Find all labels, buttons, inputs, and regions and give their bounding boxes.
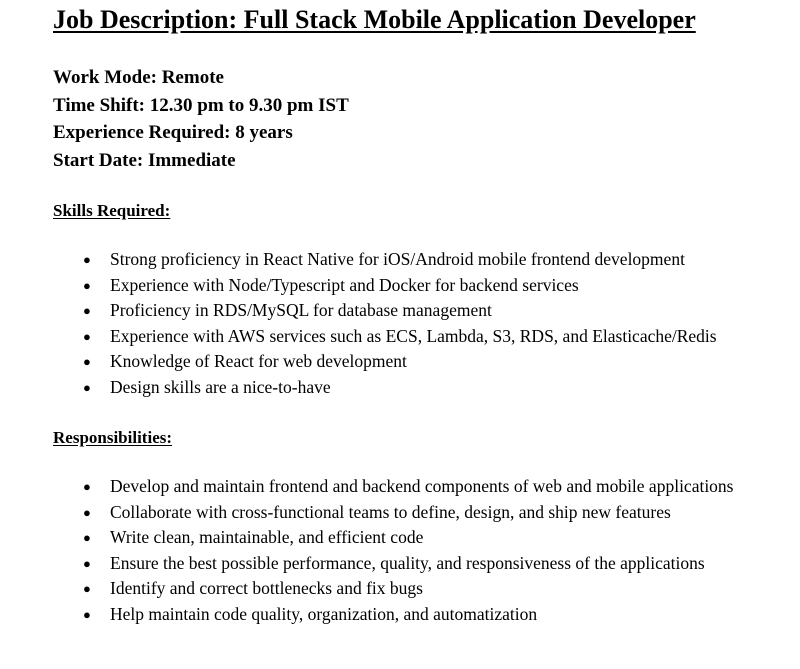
bullet-icon: ● [83,328,91,344]
bullet-icon: ● [83,581,91,597]
bullet-icon: ● [83,479,91,494]
bullet-icon: ● [83,606,91,622]
work-mode-line: Work Mode: Remote [53,67,224,88]
responsibility-item-text: Write clean, maintainable, and efficient code [110,527,424,548]
experience-line: Experience Required: 8 years [53,122,293,143]
start-date-line: Start Date: Immediate [53,149,236,171]
page-title: Job Description: Full Stack Mobile Application Developer [53,5,696,34]
responsibility-item-text: Identify and correct bottlenecks and fix bugs [110,578,423,599]
skill-item-text: Design skills are a nice-to-have [110,376,331,397]
responsibility-item-text: Develop and maintain frontend and backend components of web and mobile applications [110,476,734,496]
responsibility-item-text: Ensure the best possible performance, quality, and responsiveness of the applications [110,552,705,573]
skill-item-text: Experience with Node/Typescript and Docker for backend services [110,274,579,295]
bullet-icon: ● [83,555,91,571]
skill-item-text: Strong proficiency in React Native for iOS/Android mobile frontend development [110,249,685,269]
bullet-icon: ● [83,530,91,546]
responsibilities-heading: Responsibilities: [53,428,173,447]
job-meta-list [53,64,349,174]
skill-item-text: Proficiency in RDS/MySQL for database management [110,300,492,321]
responsibility-item-text: Collaborate with cross-functional teams to define, design, and ship new features [110,501,671,522]
bullet-icon: ● [83,354,91,370]
skills-heading: Skills Required: [53,201,171,220]
bullet-icon: ● [83,504,91,520]
responsibility-item-text: Help maintain code quality, organization, and automatization [110,603,538,624]
skill-item-text: Knowledge of React for web development [110,351,407,372]
bullet-icon: ● [83,252,91,267]
bullet-icon: ● [83,303,91,319]
skill-item-text: Experience with AWS services such as ECS, Lambda, S3, RDS, and Elasticache/Redis [110,325,717,346]
bullet-icon: ● [83,277,91,293]
time-shift-line: Time Shift: 12.30 pm to 9.30 pm IST [53,94,349,116]
bullet-icon: ● [83,379,91,395]
